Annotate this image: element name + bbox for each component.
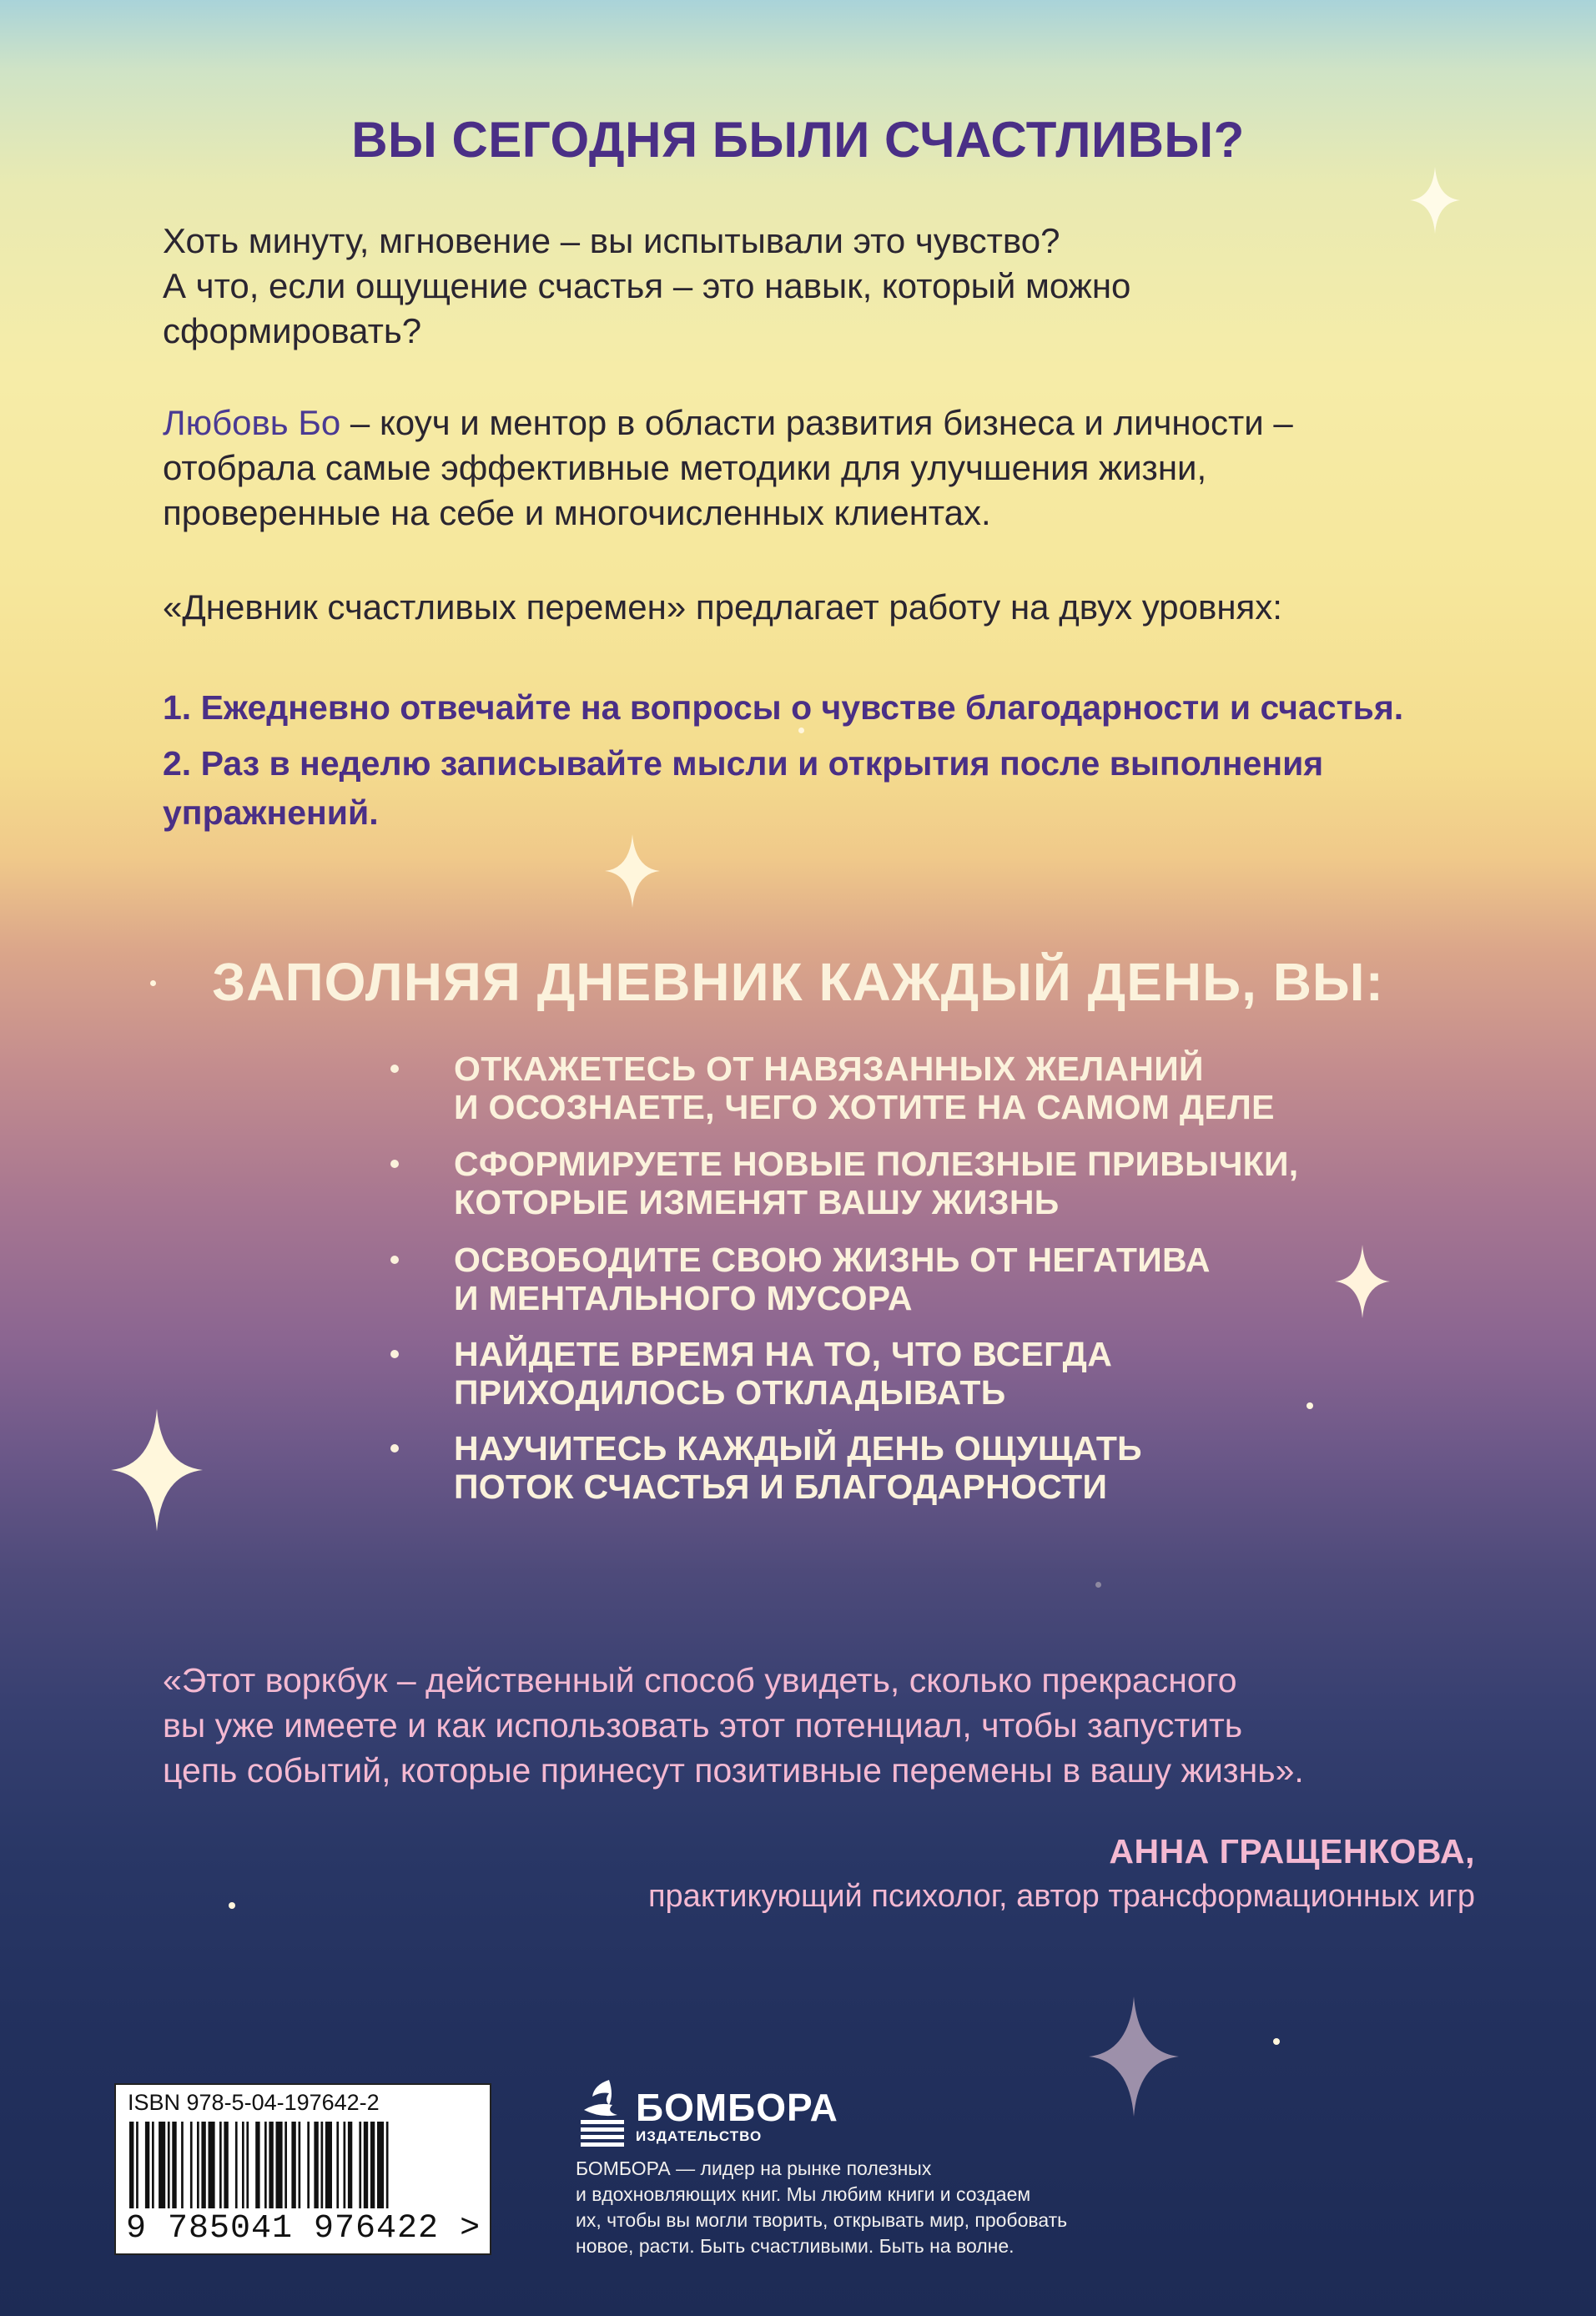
barcode-bar — [209, 2122, 215, 2208]
barcode-bar — [190, 2122, 193, 2208]
barcode-bar — [168, 2122, 170, 2208]
barcode-icon — [128, 2122, 478, 2210]
barcode-bar — [299, 2122, 301, 2208]
barcode-bar — [242, 2122, 244, 2208]
level-item: 2. Раз в неделю записывайте мысли и открытия после выполнения — [163, 744, 1324, 783]
barcode-bar — [364, 2122, 368, 2208]
author-line: проверенные на себе и многочисленных клиентах. — [163, 493, 991, 532]
author-description: – коуч и ментор в области развития бизнеса и личности – — [340, 403, 1293, 442]
barcode-bar — [264, 2122, 267, 2208]
quote-line: «Этот воркбук – действенный способ увидеть, сколько прекрасного — [163, 1661, 1237, 1699]
barcode-bar — [370, 2122, 375, 2208]
star-dot — [1273, 2038, 1280, 2045]
barcode-bar — [377, 2122, 384, 2208]
benefit-line: ПРИХОДИЛОСЬ ОТКЛАДЫВАТЬ — [454, 1373, 1006, 1412]
publisher-desc-line: и вдохновляющих книг. Мы любим книги и создаем — [576, 2183, 1031, 2205]
barcode-bar — [321, 2122, 324, 2208]
level-item: 1. Ежедневно отвечайте на вопросы о чувстве благодарности и счастья. — [163, 688, 1404, 727]
author-name: Любовь Бо — [163, 403, 341, 442]
benefit-text — [454, 1145, 1455, 1221]
benefit-line: И МЕНТАЛЬНОГО МУСОРА — [454, 1279, 913, 1317]
level-item: упражнений. — [163, 793, 379, 832]
benefit-text — [454, 1335, 1455, 1412]
barcode-bar — [152, 2122, 154, 2208]
author-line — [163, 400, 1481, 446]
benefit-line: НАЙДЕТЕ ВРЕМЯ НА ТО, ЧТО ВСЕГДА — [454, 1335, 1113, 1373]
barcode-digits: 9 785041 976422 > — [126, 2210, 481, 2248]
main-title: ВЫ СЕГОДНЯ БЫЛИ СЧАСТЛИВЫ? — [351, 112, 1245, 168]
bullet-dot — [390, 1160, 399, 1168]
barcode-bar — [129, 2122, 133, 2208]
intro-line: Хоть минуту, мгновение – вы испытывали это чувство? — [163, 221, 1060, 260]
barcode-bar — [235, 2122, 238, 2208]
barcode-bar — [336, 2122, 339, 2208]
benefits-title: ЗАПОЛНЯЯ ДНЕВНИК КАЖДЫЙ ДЕНЬ, ВЫ: — [212, 952, 1384, 1012]
sparkle-icon — [605, 833, 660, 909]
isbn-text: ISBN 978-5-04-197642-2 — [128, 2090, 380, 2115]
barcode-bar — [344, 2122, 346, 2208]
barcode-bar — [219, 2122, 222, 2208]
barcode-bar — [201, 2122, 205, 2208]
intro-line: А что, если ощущение счастья – это навык, который можно — [163, 266, 1131, 305]
barcode-bar — [181, 2122, 184, 2208]
intro-paragraph — [163, 219, 1481, 354]
author-line: отобрала самые эффективные методики для улучшения жизни, — [163, 448, 1207, 487]
star-dot — [1095, 1582, 1101, 1588]
barcode-bar — [246, 2122, 249, 2208]
barcode-bar — [359, 2122, 361, 2208]
barcode-bar — [197, 2122, 199, 2208]
benefit-line: ОСВОБОДИТЕ СВОЮ ЖИЗНЬ ОТ НЕГАТИВА — [454, 1241, 1211, 1279]
benefit-line: НАУЧИТЕСЬ КАЖДЫЙ ДЕНЬ ОЩУЩАТЬ — [454, 1429, 1142, 1468]
author-paragraph — [163, 400, 1481, 536]
testimonial-author: АННА ГРАЩЕНКОВА, — [1109, 1832, 1475, 1870]
star-dot — [229, 1902, 235, 1909]
barcode-bar — [255, 2122, 259, 2208]
bullet-dot — [390, 1065, 399, 1073]
testimonial-quote — [163, 1658, 1498, 1793]
quote-line: цепь событий, которые принесут позитивные перемены в вашу жизнь». — [163, 1751, 1304, 1790]
barcode-bar — [307, 2122, 310, 2208]
barcode-block — [114, 2083, 491, 2255]
barcode-bar — [276, 2122, 283, 2208]
barcode-bar — [284, 2122, 287, 2208]
quote-line: вы уже имеете и как использовать этот потенциал, чтобы запустить — [163, 1706, 1243, 1745]
barcode-bar — [159, 2122, 165, 2208]
barcode-bar — [386, 2122, 389, 2208]
testimonial-author-role: практикующий психолог, автор трансформационных игр — [647, 1879, 1475, 1914]
benefit-line: И ОСОЗНАЕТЕ, ЧЕГО ХОТИТЕ НА САМОМ ДЕЛЕ — [454, 1088, 1275, 1126]
benefit-line: ОТКАЖЕТЕСЬ ОТ НАВЯЗАННЫХ ЖЕЛАНИЙ — [454, 1050, 1204, 1088]
benefit-text — [454, 1050, 1455, 1126]
barcode-bar — [224, 2122, 228, 2208]
bullet-dot — [390, 1256, 399, 1264]
benefit-line: КОТОРЫЕ ИЗМЕНЯТ ВАШУ ЖИЗНЬ — [454, 1183, 1060, 1221]
benefit-line: СФОРМИРУЕТЕ НОВЫЕ ПОЛЕЗНЫЕ ПРИВЫЧКИ, — [454, 1145, 1299, 1183]
barcode-bar — [314, 2122, 318, 2208]
benefit-text — [454, 1241, 1455, 1317]
publisher-desc-line: их, чтобы вы могли творить, открывать мир, пробовать — [576, 2209, 1068, 2231]
benefit-line: ПОТОК СЧАСТЬЯ И БЛАГОДАРНОСТИ — [454, 1468, 1108, 1506]
bullet-dot — [390, 1444, 399, 1453]
publisher-name: БОМБОРА — [636, 2086, 838, 2129]
publisher-desc-line: БОМБОРА — лидер на рынке полезных — [576, 2157, 932, 2179]
barcode-bar — [172, 2122, 176, 2208]
publisher-description — [576, 2156, 1160, 2259]
barcode-bar — [145, 2122, 149, 2208]
sparkle-icon — [111, 1407, 203, 1533]
barcode-bar — [136, 2122, 138, 2208]
benefit-text — [454, 1429, 1455, 1506]
intro-line: сформировать? — [163, 311, 422, 350]
barcode-bar — [269, 2122, 273, 2208]
publisher-logo-icon — [576, 2077, 629, 2148]
sparkle-icon — [1089, 1994, 1179, 2119]
barcode-bar — [325, 2122, 332, 2208]
bullet-dot — [390, 1350, 399, 1358]
diary-intro: «Дневник счастливых перемен» предлагает работу на двух уровнях: — [163, 587, 1282, 627]
publisher-desc-line: новое, расти. Быть счастливыми. Быть на волне. — [576, 2235, 1014, 2257]
publisher-subtitle: ИЗДАТЕЛЬСТВО — [636, 2128, 763, 2144]
barcode-bar — [348, 2122, 352, 2208]
barcode-bar — [291, 2122, 295, 2208]
